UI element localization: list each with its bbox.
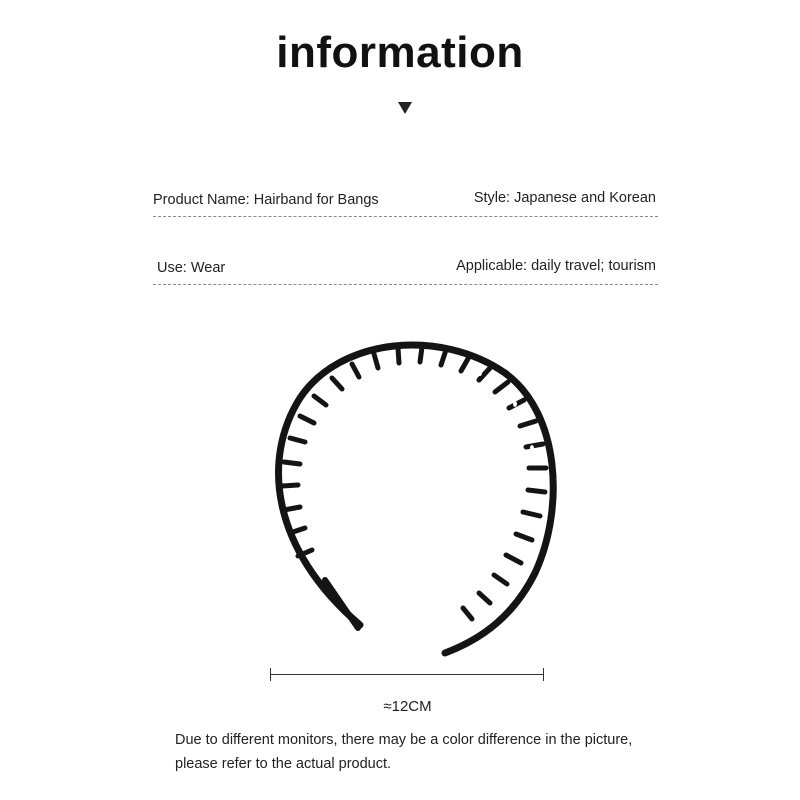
applicable-label: Applicable: daily travel; tourism — [456, 258, 656, 274]
style-label: Style: Japanese and Korean — [473, 190, 656, 206]
info-row-2 — [153, 258, 658, 285]
note-line-2: please refer to the actual product. — [175, 756, 392, 772]
down-triangle-icon — [398, 102, 412, 114]
dimension-line — [270, 674, 544, 675]
info-row-1 — [153, 190, 658, 217]
use-label: Use: Wear — [157, 260, 226, 276]
product-name-label: Product Name: Hairband for Bangs — [153, 192, 379, 208]
hairband-product-image — [240, 318, 580, 663]
dimension-label: ≈12CM — [383, 698, 432, 715]
page-title: information — [276, 28, 524, 77]
color-disclaimer — [175, 728, 695, 776]
note-line-1: Due to different monitors, there may be a color difference in the picture, — [175, 732, 633, 748]
